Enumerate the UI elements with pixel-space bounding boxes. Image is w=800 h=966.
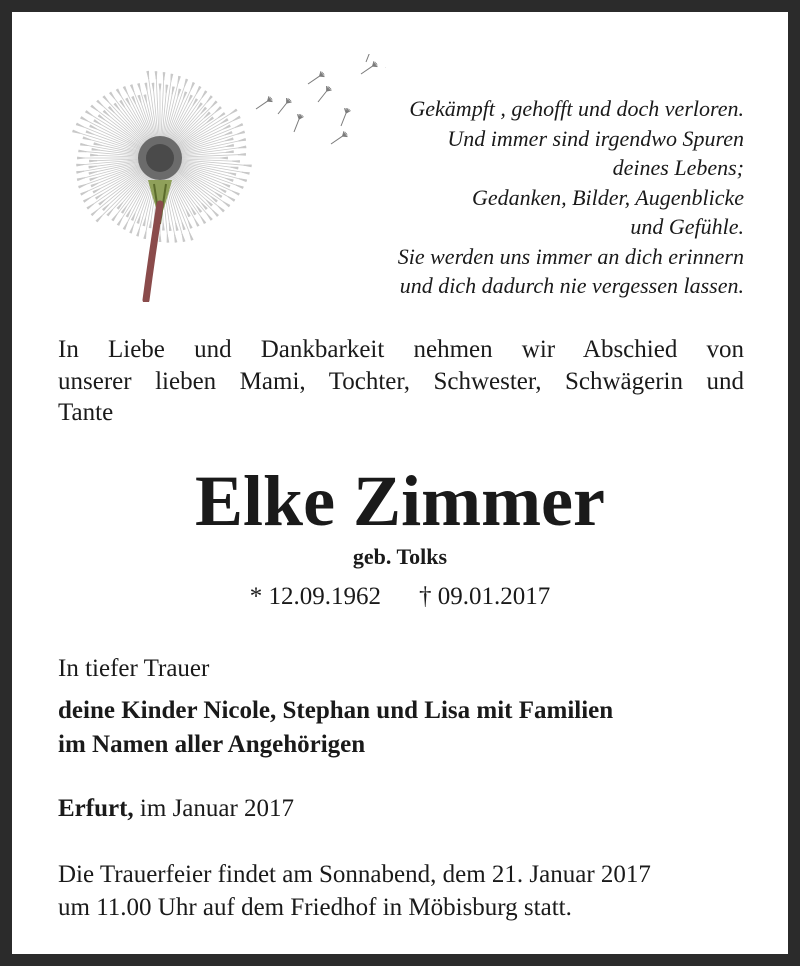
poem-line: Gedanken, Bilder, Augenblicke [471,184,744,210]
life-dates [12,583,788,611]
city: Erfurt, [58,795,134,822]
intro-line: In Liebe und Dankbarkeit nehmen wir Abschied von [58,336,744,363]
birth-name: geb. Tolks [352,544,448,569]
month-year: im Januar 2017 [139,795,295,822]
birth-date: * 12.09.1962 [249,583,381,610]
intro-line: unserer lieben Mami, Tochter, Schwester, Schwägerin und [58,367,744,395]
deceased-name: Elke Zimmer [195,461,605,541]
service-info [58,858,651,924]
intro-line: Tante [58,399,114,426]
family-line: deine Kinder Nicole, Stephan und Lisa mit Familien [58,697,614,724]
poem-line: und Gefühle. [630,214,744,239]
poem-line: Gekämpft , gehofft und doch verloren. [409,96,744,121]
poem-line: Sie werden uns immer an dich erinnern [397,243,744,269]
family-signature [58,694,613,762]
poem-line: Und immer sind irgendwo Spuren [447,125,744,151]
poem-line: deines Lebens; [612,155,744,180]
death-date: † 09.01.2017 [419,583,551,610]
family-line: im Namen aller Angehörigen [58,731,366,758]
mourning-line: In tiefer Trauer [58,655,210,682]
place-date [58,795,294,823]
poem [304,94,744,301]
intro-text [58,334,744,429]
service-line: Die Trauerfeier findet am Sonnabend, dem 21. Januar 2017 [58,861,651,888]
service-line: um 11.00 Uhr auf dem Friedhof in Möbisburg statt. [58,894,572,921]
poem-line: und dich dadurch nie vergessen lassen. [399,273,744,298]
obituary-card [12,12,788,954]
